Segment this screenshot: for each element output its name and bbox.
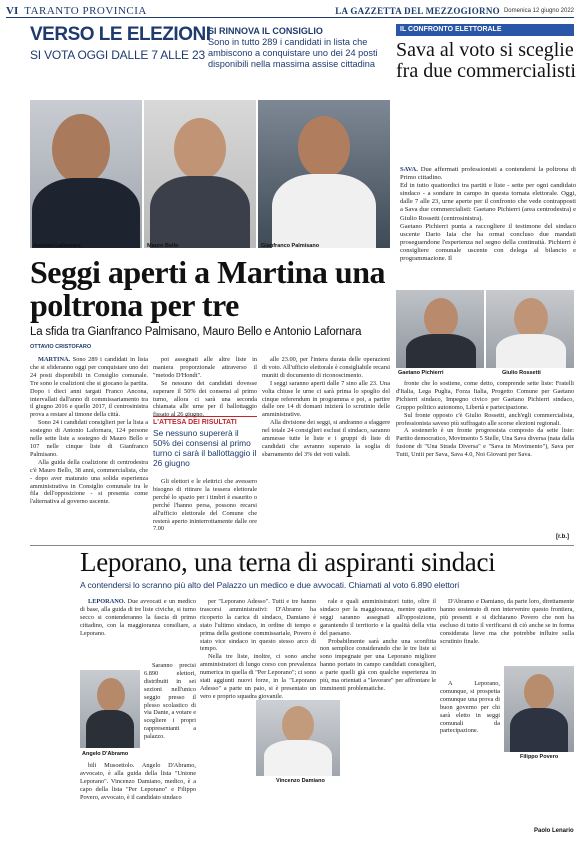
article-col-3	[262, 356, 390, 459]
newspaper-name: LA GAZZETTA DEL MEZZOGIORNO	[335, 5, 500, 16]
col1-p2: Sono 24 i candidati consiglieri per la lista a sostegno di Antonio Lafornara, 124 persone nelle sette liste a sostegno di Mauro Bello e 107 nelle cinque liste di Gianfranco Palmisano.	[30, 419, 148, 458]
leporano-c4: D'Abramo e Damiano, da parte loro, direttamente hanno sostenuto di non intervenire questo frontiera, più presenti e si dichiarano Povero che non ha escluso di tutto il verificarsi di ciò anche se in forma considerata lieve ma che potrebbe influire sulla scrutinio finale.	[440, 598, 574, 645]
leporano-c3b: Probabilmente sarà anche una sconfitta non semplice considerando che le tre liste si sono impegnate per una Leporano migliore hanno portato in campo candidati consiglieri, a parte quelli già con qualche esperienza in più, ma orientati a "lavorare" per affrontare le imminenti problematiche.	[320, 637, 436, 692]
issue-date: Domenica 12 giugno 2022	[503, 7, 574, 14]
byline: OTTAVIO CRISTOFARO	[30, 344, 92, 350]
photo-bello	[144, 100, 256, 248]
photo-povero	[504, 666, 574, 752]
sava-headline: Sava al voto si sceglie fra due commercialisti	[396, 39, 576, 82]
results-text: Se nessuno supererà il 50% dei consensi al primo turno ci sarà il ballottaggio il 26 giugno	[153, 428, 257, 468]
results-title: L'ATTESA DEI RISULTATI	[153, 416, 257, 426]
col2-p1: poi assegnati alle altre liste in maniera proporzionale attraverso il "metodo D'Hondt".	[153, 356, 257, 379]
leporano-c1: Due avvocati e un medico di base, alla guida di tre liste civiche, si turno secco si contenderanno la fascia di primo cittadino, con la maggioranza consiliare, a Leporano.	[80, 598, 196, 637]
caption-bello: Mauro Bello	[147, 243, 179, 249]
col4-p3: A sostenerlo è un fronte progressista composto da sette liste: Partito democratico, Movimento 5 Stelle, Una Sava diversa (nata dalla fusione di "Una Strada Diversa" e "Sava in Movimento"), Sava per Tutti, Uniti per Sava, Sava 4.0, Noi Giovani per Sava.	[396, 427, 574, 459]
section-name: TARANTO PROVINCIA	[24, 4, 147, 17]
photo-rossetti	[486, 290, 574, 368]
portrait-body	[264, 740, 332, 776]
article-col-2	[153, 356, 257, 419]
portrait-head	[514, 298, 548, 338]
sava-signature: [r.b.]	[556, 534, 569, 540]
portrait-body	[510, 708, 568, 752]
col1-lead: MARTINA.	[38, 356, 71, 363]
portrait-body	[496, 334, 566, 368]
article-col-1	[30, 356, 148, 506]
portrait-head	[282, 706, 314, 744]
caption-dabramo: Angelo D'Abramo	[82, 751, 129, 757]
caption-palmisano: Gianfranco Palmisano	[261, 243, 320, 249]
portrait-head	[524, 674, 554, 710]
photo-lafornara	[30, 100, 142, 248]
photo-palmisano	[258, 100, 390, 248]
col3-p1: alle 23.00, per l'intera durata delle operazioni di voto. All'ufficio elettorale è consigliabile recarsi muniti di documento di riconoscimento.	[262, 356, 390, 379]
leporano-subtitle: A contendersi lo scranno più alto del Palazzo un medico e due avvocati. Chiamati al voto 6.890 elettori	[80, 580, 460, 590]
sava-p3: Gaetano Pichierri punta a raccogliere il testimone del sindaco uscente Dario Iaia che ha ormai concluso due mandati proseguendone l'esperienza nel segno della continuità. Pichierri è consigliere comunale uscente con delega al bilancio e programmazione. Il	[400, 222, 576, 263]
sava-p2: Ed in tutto quattordici tra partiti e liste - sette per ogni candidato sindaco - a sondare in campo in questa tornata elettorale. Oggi, dalle 7 alle 23, urne aperte per il confronto che vede contrapposti a Sava due commercialisti: Gaetano Pichierri (area centrodestra) e Giulio Rossetti (centrosinistra).	[400, 182, 576, 222]
photo-dabramo	[80, 670, 140, 748]
results-box	[153, 416, 257, 468]
photo-pichierri	[396, 290, 484, 368]
leporano-c3: rale e quali amministratori tutto, oltre il sindaco per la maggioranza, mentre quattro seggi saranno assegnati all'opposizione, garantendo il territorio e la qualità della vita del paesano.	[320, 598, 436, 637]
leporano-headline: Leporano, una terna di aspiranti sindaci	[80, 547, 496, 577]
sava-p1: Due affermati professionisti a contendersi la poltrona di Primo cittadino.	[400, 166, 576, 182]
leporano-c1b: Saranno precisi 6.890 elettori, distribuiti in sei sezioni nell'unico seggio presso il plesso scolastico di via Dante, a votare e scegliere i propri rappresentanti a palazzo.	[144, 662, 196, 741]
main-headline: Seggi aperti a Martina una poltrona per tre	[30, 254, 385, 323]
portrait-head	[97, 678, 125, 712]
portrait-body	[406, 334, 476, 368]
leporano-col-1	[80, 598, 196, 638]
portrait-head	[174, 118, 226, 180]
caption-damiano: Vincenzo Damiano	[276, 778, 325, 784]
sava-lead: SAVA.	[400, 166, 418, 173]
leporano-lead: LEPORANO.	[88, 598, 126, 605]
sava-article	[400, 166, 576, 263]
caption-rossetti: Giulio Rossetti	[502, 370, 541, 376]
leporano-col-1b	[144, 662, 196, 741]
portrait-body	[272, 174, 376, 248]
leporano-c2: per "Leporano Adesso". Tutti e tre hanno trascorsi amministrativi: D'Abramo ha ricoperto la carica di sindaco, Damiano è stato l'ultimo sindaco, in ordine di tempo e prima della gestione commissariale, Povero è stato vice sindaco in questo stesso arco di tempo.	[200, 598, 316, 653]
caption-povero: Filippo Povero	[520, 754, 559, 760]
article-col-4	[396, 380, 574, 459]
portrait-body	[150, 176, 250, 248]
leporano-col-4b	[440, 680, 500, 735]
portrait-body	[86, 710, 134, 748]
col4-p1: fronte che lo sostiene, come detto, comprende sette liste: Fratelli d'Italia, Lega Puglia, Forza Italia, Progetto Comune per Gaetano Pichierri sindaco, Impegno civico per Gaetano Pichierri sindaco, Gruppo politico autonomo, Libertà e partecipazione.	[396, 380, 574, 411]
col1-p3: Alla guida della coalizione di centrodestra c'è Mauro Bello, 38 anni, commercialista, che - dopo aver maturato una solida esperienza amministrativa in Consiglio comunale tra le fila dell'opposizione - si presenta come l'alternativa al governo uscente.	[30, 458, 148, 506]
leporano-col-2	[200, 598, 316, 701]
rinnova-text: Sono in tutto 289 i candidati in lista che ambiscono a conquistare uno dei 24 posti disponibili nella massima assise cittadina	[208, 37, 378, 69]
col4-p2: Sul fronte opposto c'è Giulio Rossetti, anch'egli commercialista, professionista saveso più suffragato alle scorse elezioni regionali.	[396, 411, 574, 427]
section-divider	[30, 545, 574, 546]
leporano-signature: Paolo Lenario	[534, 828, 574, 834]
col2-p3: Gli elettori e le elettrici che avessero bisogno di ritirare la tessera elettorale perché lo spazio per i timbri è esaurito o perché l'hanno persa, possono recarsi all'ufficio elettorale del Comune che resterà aperto ininterrottamente dalle ore 7.00	[153, 478, 257, 533]
kicker-title: VERSO LE ELEZIONI	[30, 24, 211, 45]
portrait-head	[424, 298, 458, 338]
col2-p2: Se nessuno dei candidati dovesse superare il 50% dei consensi al primo turno, allora ci sarà una seconda chiamata alle urne per il ballottaggio fissato al 26 giugno.	[153, 379, 257, 419]
confronto-label: IL CONFRONTO ELETTORALE	[396, 24, 574, 36]
page-header	[6, 4, 574, 18]
section-number: VI	[6, 4, 19, 17]
portrait-body	[32, 178, 140, 248]
main-subtitle: La sfida tra Gianfranco Palmisano, Mauro Bello e Antonio Lafornara	[30, 326, 362, 338]
kicker-subtitle: SI VOTA OGGI DALLE 7 ALLE 23	[30, 48, 205, 62]
leporano-c2b: Nella tre liste, inoltre, ci sono anche amministratori di lungo corso con prevalenza numerica in quella di "Per Leporano"; ci sono stati aggiunti nuovi forze, in la "Leporano Adesso" a parte un paio, si è presentato un vero e proprio squadra giovanile.	[200, 653, 316, 700]
rinnova-title: SI RINNOVA IL CONSIGLIO	[208, 26, 323, 36]
leporano-c4b: A Leporano, comunque, si prospetta comunque una prova di buon governo per chi sarà eletto in seggi comunali da partecipazione.	[440, 680, 500, 735]
leporano-col-4	[440, 598, 574, 645]
col3-p3: Alla divisione dei seggi, si andranno a sfaggere nel totale 24 consiglieri esclusi il sindaco, saranno ammesse tutte le liste e i gruppi di liste di candidati che avranno superato la soglia di sbarramento del 3% dei voti validi.	[262, 419, 390, 458]
col3-p2: I seggi saranno aperti dalle 7 sino alle 23. Una volta chiuse le urne ci sarà prima lo spoglio del cinque referendum in programma e poi, a partire dalle ore 14 di domani inizierà lo scrutinio delle amministrative.	[262, 379, 390, 419]
caption-pichierri: Gaetano Pichierri	[398, 370, 444, 376]
col1-p1: Sono 289 i candidati in lista che si sfideranno oggi per conquistare uno dei 24 posti disponibili in Consiglio comunale. Tre sono le coalizioni che si giocano la partita. Dopo i dieci anni targati Franco Ancona, intervallati dall'anno di commissariamento tra il giugno 2016 e quello 2017, il centrosinistra prova a restare al timone della città.	[30, 356, 149, 419]
caption-lafornara: Antonio Lafornara	[33, 243, 81, 249]
photo-damiano	[256, 700, 340, 776]
article-col-2b	[153, 478, 257, 533]
leporano-c1c: bili Musoettolo. Angelo D'Abramo, avvocato, è alla guida della lista "Unione Leporano". Vincenzo Damiano, medico, è a capo della lista "Per Leporano" e Filippo Povero, avvocato, è il candidato sindaco	[80, 762, 196, 801]
portrait-head	[52, 114, 110, 184]
leporano-col-3	[320, 598, 436, 693]
leporano-col-1c	[80, 762, 196, 802]
portrait-head	[298, 116, 350, 178]
